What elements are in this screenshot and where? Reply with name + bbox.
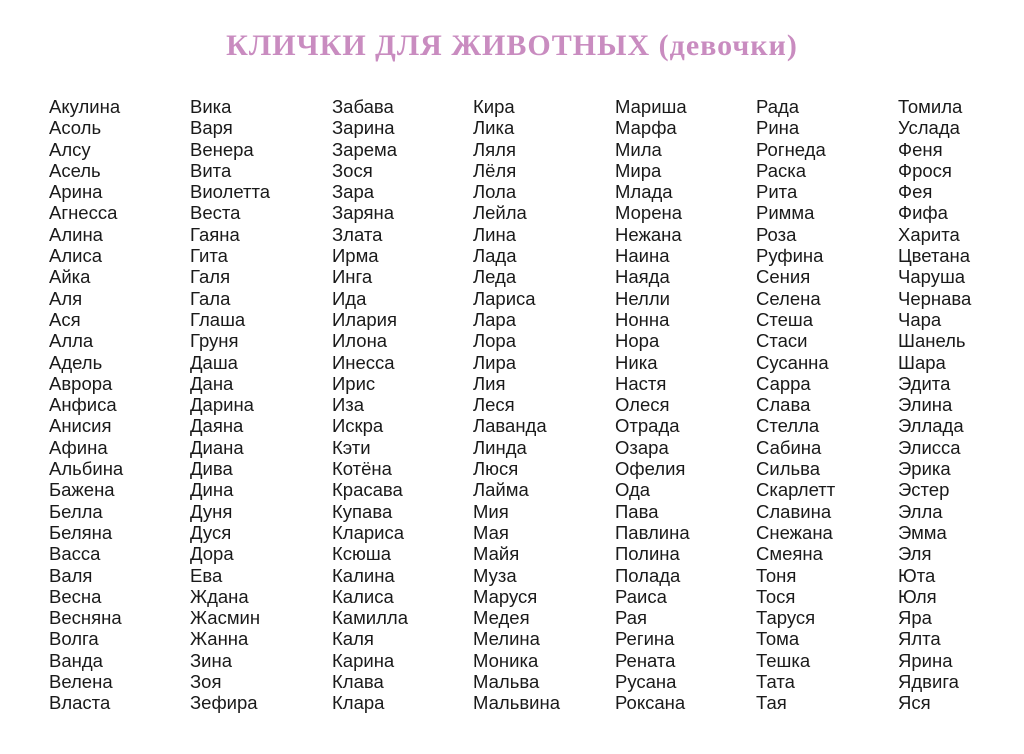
name-item: Услада — [898, 117, 960, 139]
name-item: Лада — [473, 245, 517, 267]
name-item: Зарина — [332, 117, 395, 139]
name-item: Пава — [615, 500, 659, 522]
name-item: Камилла — [332, 607, 408, 629]
name-item: Ода — [615, 479, 651, 501]
name-item: Рина — [756, 117, 800, 139]
name-item: Сения — [756, 266, 811, 288]
name-item: Весна — [49, 585, 102, 607]
name-item: Стеша — [756, 308, 814, 330]
name-item: Лола — [473, 181, 517, 203]
name-item: Мариша — [615, 96, 687, 117]
name-item: Венера — [190, 138, 254, 160]
name-item: Яра — [898, 607, 932, 629]
name-item: Тоня — [756, 564, 797, 586]
name-item: Рената — [615, 649, 676, 671]
name-item: Марфа — [615, 117, 677, 139]
name-item: Акулина — [49, 96, 121, 117]
name-item: Медея — [473, 607, 530, 629]
name-item: Снежана — [756, 521, 833, 543]
name-item: Наяда — [615, 266, 670, 288]
name-item: Моника — [473, 649, 539, 671]
name-item: Муза — [473, 564, 517, 586]
name-item: Зося — [332, 159, 373, 181]
name-item: Фифа — [898, 202, 948, 224]
name-item: Ялта — [898, 628, 941, 650]
name-item: Мальвина — [473, 692, 561, 714]
name-item: Красава — [332, 479, 403, 501]
name-item: Асель — [49, 159, 101, 181]
name-item: Полада — [615, 564, 681, 586]
name-item: Валя — [49, 564, 93, 586]
name-item: Весняна — [49, 607, 122, 629]
name-item: Виолетта — [190, 181, 271, 203]
name-item: Смеяна — [756, 543, 823, 565]
name-item: Инесса — [332, 351, 395, 373]
name-item: Ждана — [190, 585, 249, 607]
name-item: Нора — [615, 330, 660, 352]
name-item: Тося — [756, 585, 796, 607]
name-item: Нежана — [615, 223, 682, 245]
name-item: Роксана — [615, 692, 686, 714]
name-item: Фея — [898, 181, 933, 203]
name-item: Офелия — [615, 458, 686, 480]
name-item: Гита — [190, 245, 228, 267]
name-item: Наина — [615, 245, 670, 267]
name-item: Алсу — [49, 138, 91, 160]
name-item: Зарема — [332, 138, 398, 160]
name-item: Раска — [756, 159, 807, 181]
name-item: Ева — [190, 564, 223, 586]
name-item: Даяна — [190, 415, 244, 437]
name-item: Мира — [615, 159, 662, 181]
name-item: Мия — [473, 500, 509, 522]
name-item: Власта — [49, 692, 111, 714]
name-item: Адель — [49, 351, 103, 373]
name-item: Ляля — [473, 138, 516, 160]
name-item: Аля — [49, 287, 83, 309]
name-item: Алина — [49, 223, 103, 245]
name-item: Дарина — [190, 394, 254, 416]
name-item: Мальва — [473, 671, 540, 693]
name-item: Ирис — [332, 372, 376, 394]
name-item: Элина — [898, 394, 953, 416]
name-item: Тешка — [756, 649, 811, 671]
name-item: Веста — [190, 202, 241, 224]
name-item: Сарра — [756, 372, 811, 394]
name-item: Тая — [756, 692, 787, 714]
name-item: Рогнеда — [756, 138, 826, 160]
names-column-2 — [190, 96, 330, 714]
name-item: Селена — [756, 287, 821, 309]
name-item: Элла — [898, 500, 943, 522]
name-item: Лика — [473, 117, 515, 139]
name-item: Дина — [190, 479, 234, 501]
name-item: Ксюша — [332, 543, 392, 565]
name-item: Лариса — [473, 287, 536, 309]
names-column-1 — [49, 96, 189, 714]
name-item: Илария — [332, 308, 398, 330]
name-item: Цветана — [898, 245, 971, 267]
name-item: Шара — [898, 351, 946, 373]
name-item: Кира — [473, 96, 515, 117]
name-item: Мелина — [473, 628, 540, 650]
name-item: Фрося — [898, 159, 952, 181]
name-item: Линда — [473, 436, 527, 458]
name-item: Юля — [898, 585, 937, 607]
name-item: Полина — [615, 543, 680, 565]
name-item: Гала — [190, 287, 231, 309]
name-item: Ника — [615, 351, 658, 373]
name-item: Карина — [332, 649, 395, 671]
name-item: Клара — [332, 692, 385, 714]
names-column-6 — [756, 96, 896, 714]
name-item: Нонна — [615, 308, 670, 330]
name-item: Котёна — [332, 458, 392, 480]
name-item: Беляна — [49, 521, 113, 543]
name-item: Сусанна — [756, 351, 829, 373]
name-item: Лёля — [473, 159, 517, 181]
name-item: Томила — [898, 96, 963, 117]
name-item: Лира — [473, 351, 517, 373]
name-item: Млада — [615, 181, 673, 203]
name-item: Ида — [332, 287, 367, 309]
name-item: Алиса — [49, 245, 103, 267]
name-item: Отрада — [615, 415, 680, 437]
name-item: Славина — [756, 500, 832, 522]
name-item: Эмма — [898, 521, 947, 543]
name-item: Велена — [49, 671, 113, 693]
name-item: Ярина — [898, 649, 953, 671]
name-item: Гаяна — [190, 223, 240, 245]
name-item: Альбина — [49, 458, 124, 480]
name-item: Лора — [473, 330, 517, 352]
name-item: Регина — [615, 628, 675, 650]
name-item: Эллада — [898, 415, 964, 437]
name-item: Дана — [190, 372, 234, 394]
name-item: Дуся — [190, 521, 232, 543]
names-column-7 — [898, 96, 1024, 714]
name-item: Клава — [332, 671, 384, 693]
page-title: КЛИЧКИ ДЛЯ ЖИВОТНЫХ (девочки) — [226, 29, 798, 62]
name-item: Настя — [615, 372, 667, 394]
name-item: Бажена — [49, 479, 115, 501]
name-item: Раиса — [615, 585, 667, 607]
name-item: Ася — [49, 308, 81, 330]
name-item: Иза — [332, 394, 365, 416]
name-item: Галя — [190, 266, 231, 288]
name-item: Леся — [473, 394, 515, 416]
names-column-4 — [473, 96, 613, 714]
name-item: Яся — [898, 692, 931, 714]
name-item: Заряна — [332, 202, 395, 224]
name-item: Дива — [190, 458, 233, 480]
name-item: Чаруша — [898, 266, 966, 288]
name-item: Клариса — [332, 521, 405, 543]
name-item: Феня — [898, 138, 943, 160]
name-item: Дора — [190, 543, 234, 565]
name-item: Юта — [898, 564, 936, 586]
name-item: Олеся — [615, 394, 670, 416]
name-item: Тома — [756, 628, 800, 650]
name-item: Русана — [615, 671, 677, 693]
name-item: Ванда — [49, 649, 103, 671]
name-item: Морена — [615, 202, 682, 224]
name-item: Рада — [756, 96, 800, 117]
name-item: Глаша — [190, 308, 246, 330]
name-item: Алла — [49, 330, 94, 352]
name-item: Скарлетт — [756, 479, 836, 501]
names-column-3 — [332, 96, 472, 714]
name-item: Груня — [190, 330, 239, 352]
name-item: Искра — [332, 415, 384, 437]
name-item: Таруся — [756, 607, 816, 629]
name-item: Зефира — [190, 692, 258, 714]
name-item: Илона — [332, 330, 388, 352]
name-item: Элисса — [898, 436, 961, 458]
name-item: Анисия — [49, 415, 112, 437]
name-item: Зина — [190, 649, 233, 671]
name-item: Харита — [898, 223, 960, 245]
name-item: Рита — [756, 181, 798, 203]
names-column-5 — [615, 96, 755, 714]
name-item: Лаванда — [473, 415, 547, 437]
name-item: Маруся — [473, 585, 538, 607]
name-item: Волга — [49, 628, 99, 650]
name-item: Кэти — [332, 436, 371, 458]
name-item: Эдита — [898, 372, 951, 394]
name-item: Вита — [190, 159, 232, 181]
name-item: Озара — [615, 436, 669, 458]
name-item: Васса — [49, 543, 101, 565]
name-item: Эстер — [898, 479, 950, 501]
name-item: Сабина — [756, 436, 822, 458]
name-item: Агнесса — [49, 202, 118, 224]
name-item: Лейла — [473, 202, 527, 224]
name-item: Забава — [332, 96, 394, 117]
name-item: Павлина — [615, 521, 690, 543]
name-item: Асоль — [49, 117, 102, 139]
name-item: Анфиса — [49, 394, 117, 416]
name-item: Лайма — [473, 479, 529, 501]
name-item: Злата — [332, 223, 383, 245]
name-item: Ядвига — [898, 671, 959, 693]
name-item: Стелла — [756, 415, 820, 437]
name-item: Майя — [473, 543, 520, 565]
name-item: Дуня — [190, 500, 233, 522]
name-item: Зоя — [190, 671, 222, 693]
name-item: Калиса — [332, 585, 394, 607]
name-item: Роза — [756, 223, 797, 245]
name-item: Люся — [473, 458, 519, 480]
name-item: Чернава — [898, 287, 972, 309]
name-item: Купава — [332, 500, 393, 522]
name-item: Жасмин — [190, 607, 261, 629]
name-item: Каля — [332, 628, 374, 650]
name-item: Белла — [49, 500, 103, 522]
name-item: Римма — [756, 202, 815, 224]
name-item: Эля — [898, 543, 932, 565]
name-item: Леда — [473, 266, 517, 288]
name-item: Лара — [473, 308, 517, 330]
name-item: Лия — [473, 372, 506, 394]
name-item: Слава — [756, 394, 811, 416]
name-item: Тата — [756, 671, 795, 693]
name-item: Вика — [190, 96, 232, 117]
name-item: Лина — [473, 223, 516, 245]
name-item: Зара — [332, 181, 375, 203]
name-item: Афина — [49, 436, 108, 458]
name-item: Айка — [49, 266, 91, 288]
name-item: Сильва — [756, 458, 821, 480]
name-item: Эрика — [898, 458, 951, 480]
name-item: Аврора — [49, 372, 113, 394]
name-item: Ирма — [332, 245, 379, 267]
name-item: Арина — [49, 181, 103, 203]
name-item: Даша — [190, 351, 238, 373]
name-item: Варя — [190, 117, 233, 139]
name-item: Мила — [615, 138, 662, 160]
name-item: Инга — [332, 266, 373, 288]
name-item: Чара — [898, 308, 942, 330]
name-item: Калина — [332, 564, 395, 586]
name-item: Жанна — [190, 628, 249, 650]
name-item: Руфина — [756, 245, 824, 267]
name-item: Рая — [615, 607, 648, 629]
names-table — [49, 96, 1024, 736]
name-item: Шанель — [898, 330, 966, 352]
name-item: Мая — [473, 521, 509, 543]
name-item: Нелли — [615, 287, 670, 309]
name-item: Диана — [190, 436, 244, 458]
name-item: Стаси — [756, 330, 808, 352]
